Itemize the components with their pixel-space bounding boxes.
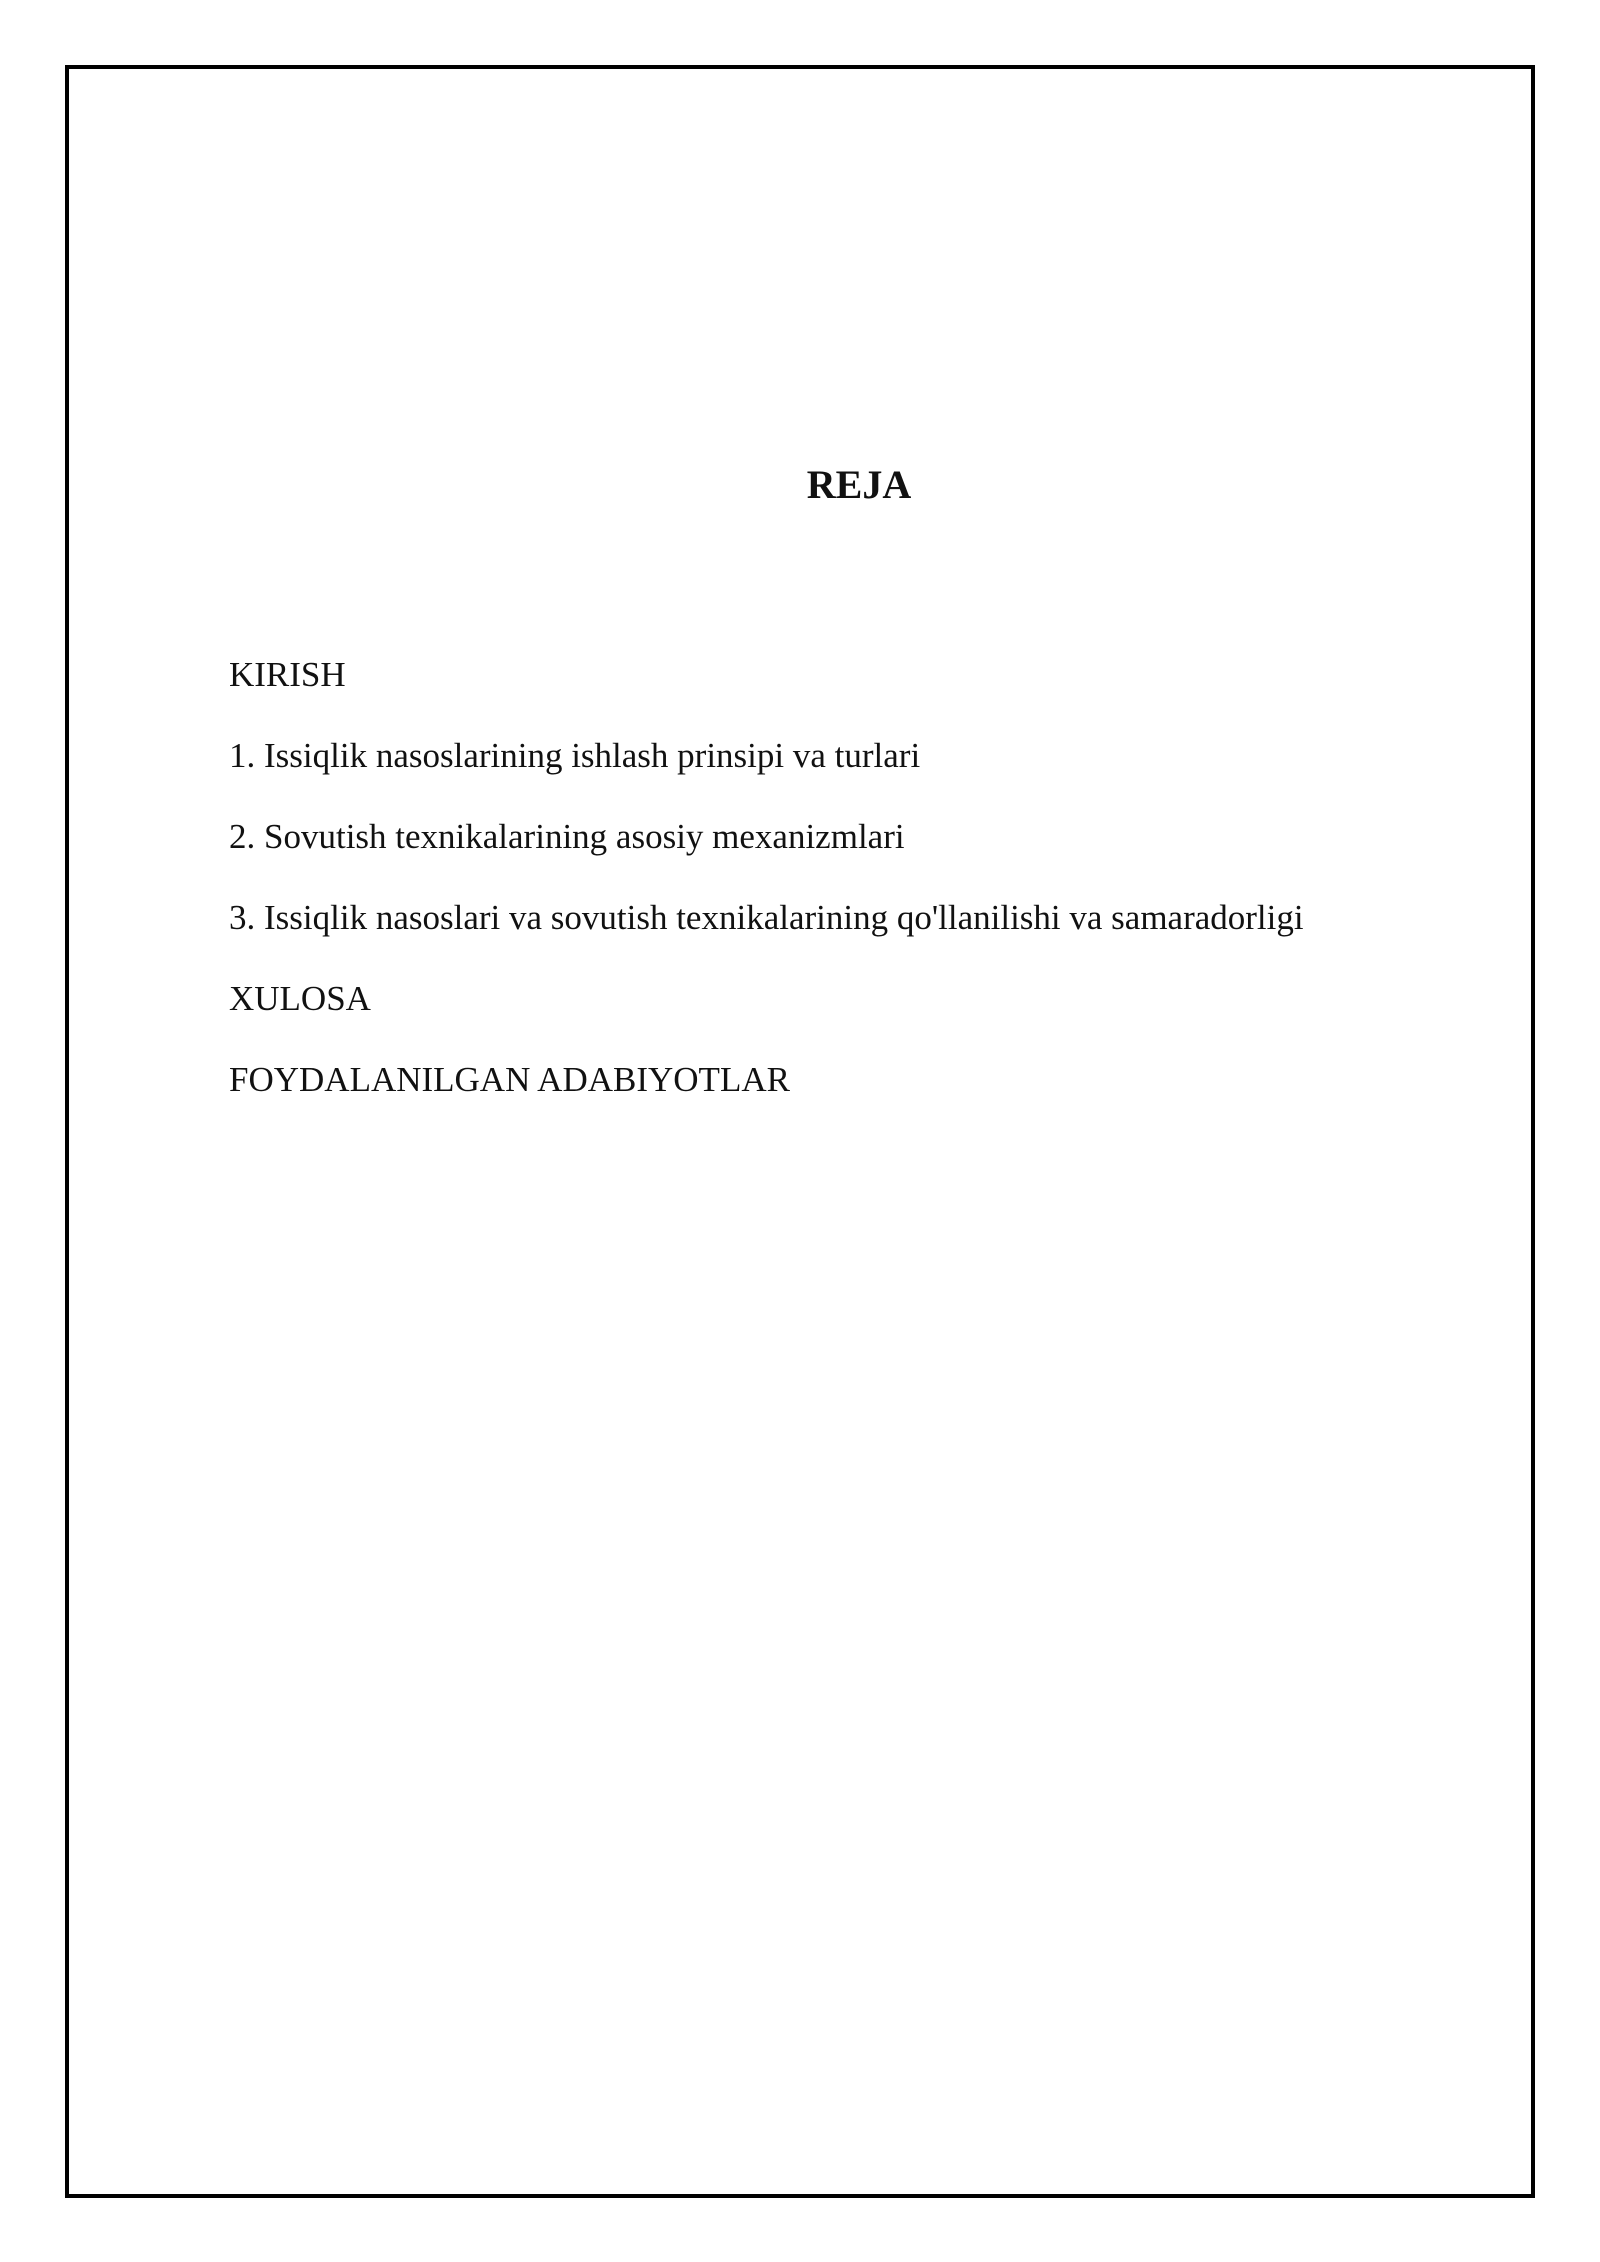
toc-item-3: 3. Issiqlik nasoslari va sovutish texnikalarining qo'llanilishi va samaradorligi xyxy=(229,898,1304,937)
page-border xyxy=(65,65,1535,2198)
toc-item-conclusion: XULOSA xyxy=(229,979,371,1018)
toc-item-introduction: KIRISH xyxy=(229,655,346,694)
toc-item-2: 2. Sovutish texnikalarining asosiy mexanizmlari xyxy=(229,817,905,856)
toc-item-references: FOYDALANILGAN ADABIYOTLAR xyxy=(229,1060,790,1099)
page-title: REJA xyxy=(806,462,912,507)
table-of-contents xyxy=(229,634,1489,1120)
toc-item-1: 1. Issiqlik nasoslarining ishlash prinsipi va turlari xyxy=(229,736,921,775)
